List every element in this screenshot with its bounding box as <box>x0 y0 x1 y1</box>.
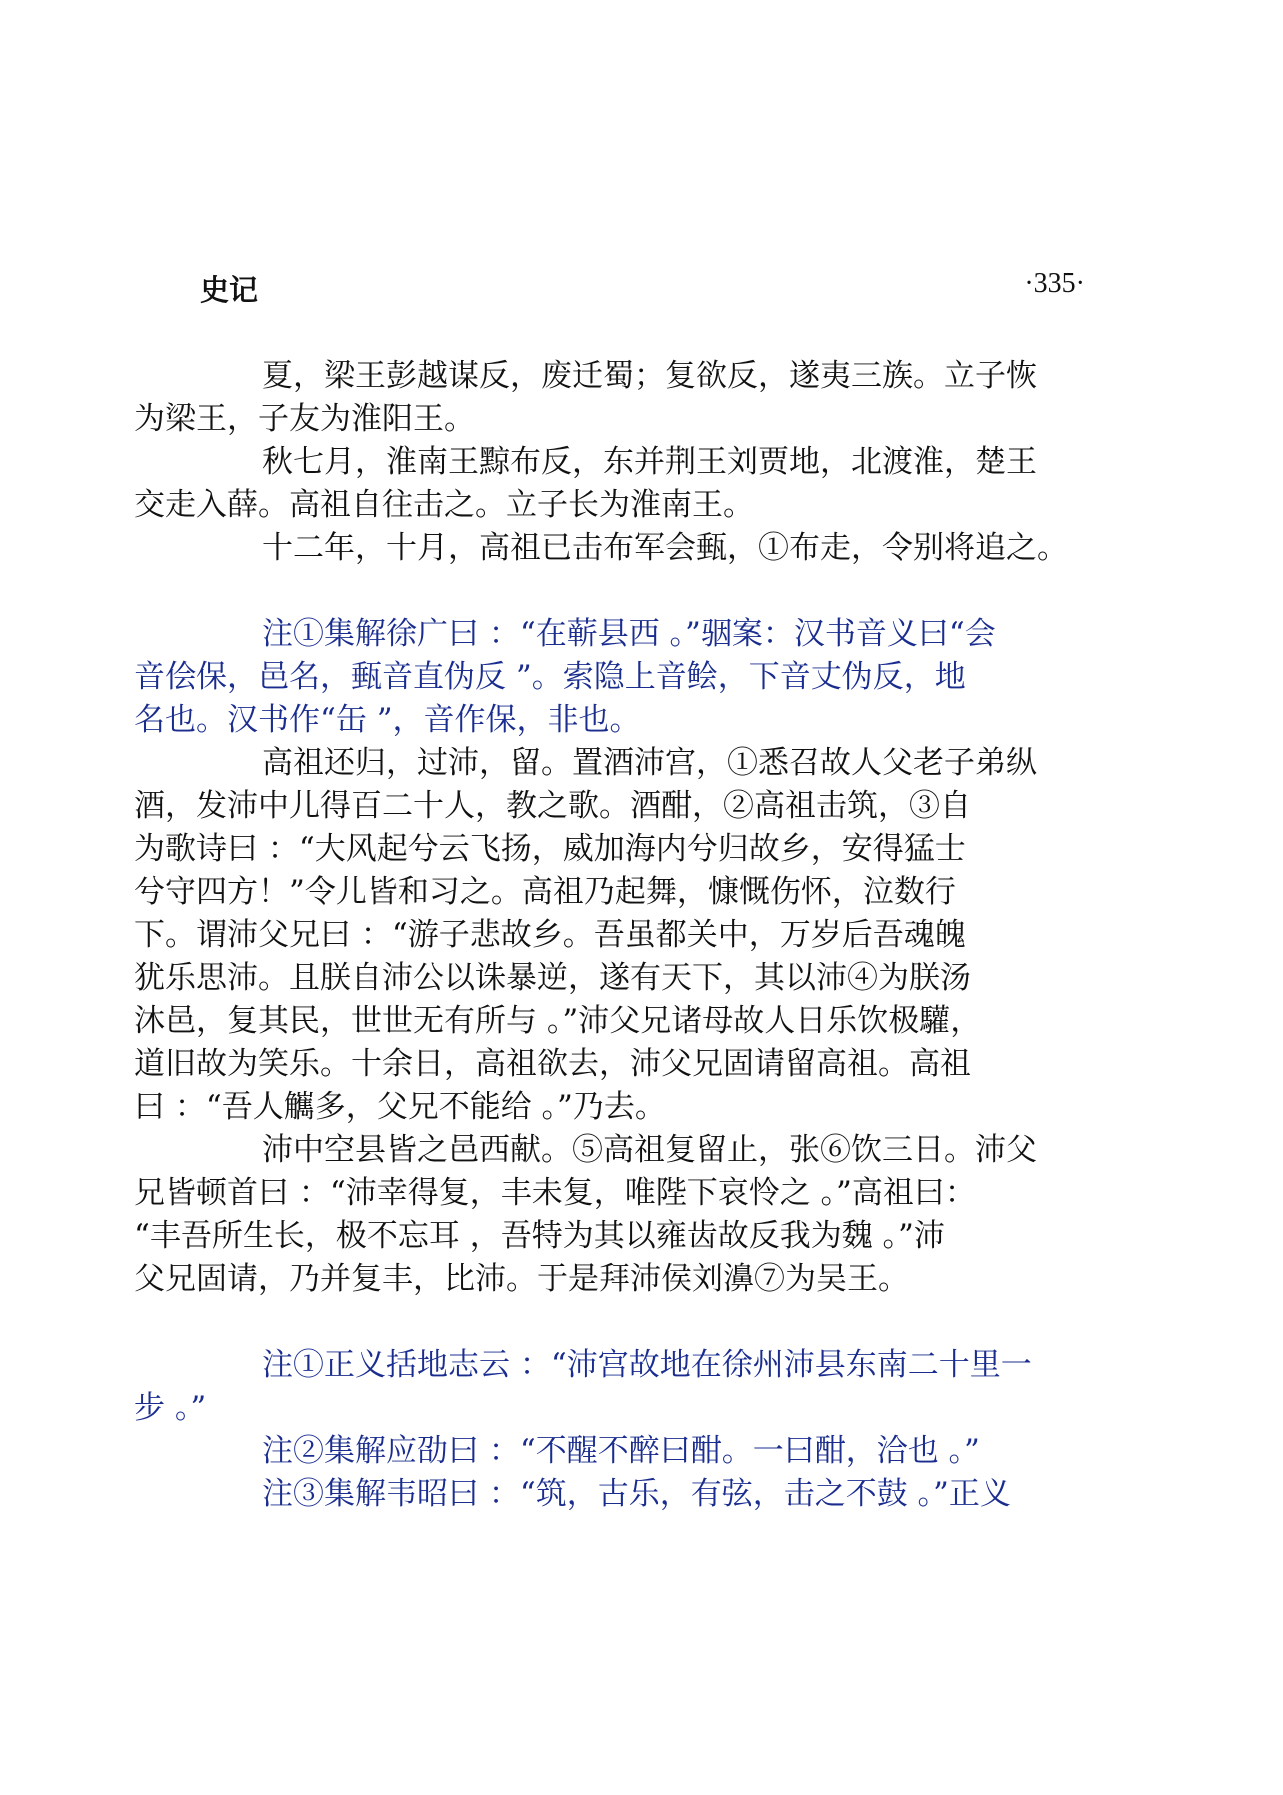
annotation-note <box>198 1430 1098 1473</box>
paragraph <box>134 355 1098 441</box>
text-line: 夏，梁王彭越谋反，废迁蜀；复欲反，遂夷三族。立子恢 <box>262 358 1037 394</box>
text-line: 沛中空县皆之邑西献。⑤高祖复留止，张⑥饮三日。沛父 <box>262 1132 1037 1168</box>
text-line: 曰 ：“吾人觽多，父兄不能给 。”乃去。 <box>134 1089 666 1125</box>
note-line: 音侩保，邑名，甀音直伪反 ”。索隐上音鲙，下音丈伪反，地 <box>134 659 966 695</box>
text-line: 父兄固请，乃并复丰，比沛。于是拜沛侯刘濞⑦为吴王。 <box>134 1261 909 1297</box>
note-line: 步 。” <box>134 1390 207 1426</box>
note-line: 注②集解应劭曰 ：“不醒不醉曰酣。一曰酣，洽也 。” <box>262 1433 980 1469</box>
page-body <box>134 355 1098 1516</box>
note-line: 注③集解韦昭曰 ：“筑，古乐，有弦，击之不鼓 。”正义 <box>262 1476 1011 1512</box>
text-line: 交走入薛。高祖自往击之。立子长为淮南王。 <box>134 487 754 523</box>
text-line: 秋七月，淮南王黥布反，东并荆王刘贾地，北渡淮，楚王 <box>262 444 1037 480</box>
annotation-note <box>134 613 1098 742</box>
text-line: 道旧故为笑乐。十余日，高祖欲去，沛父兄固请留高祖。高祖 <box>134 1046 971 1082</box>
text-line: 兄皆顿首曰 ：“沛幸得复，丰未复，唯陛下哀怜之 。”高祖曰： <box>134 1175 976 1211</box>
text-line: 为歌诗曰 ：“大风起兮云飞扬，威加海内兮归故乡，安得猛士 <box>134 831 966 867</box>
text-line: 下。谓沛父兄曰 ：“游子悲故乡。吾虽都关中，万岁后吾魂魄 <box>134 917 966 953</box>
annotation-note <box>198 1473 1098 1516</box>
text-line: 犹乐思沛。且朕自沛公以诛暴逆，遂有天下，其以沛④为朕汤 <box>134 960 971 996</box>
spacer <box>198 570 1098 613</box>
page-header <box>200 268 1085 312</box>
text-line: 十二年，十月，高祖已击布军会甀，①布走，令别将追之。 <box>262 530 1068 566</box>
spacer <box>198 1301 1098 1344</box>
text-line: 兮守四方！”令儿皆和习之。高祖乃起舞，慷慨伤怀，泣数行 <box>134 874 956 910</box>
paragraph <box>134 441 1098 527</box>
note-line: 名也。汉书作“缶 ”，音作保，非也。 <box>134 702 641 738</box>
paragraph <box>198 527 1098 570</box>
annotation-note <box>134 1344 1098 1430</box>
page-number: ·335· <box>1024 268 1085 299</box>
note-line: 注①正义括地志云 ：“沛宫故地在徐州沛县东南二十里一 <box>262 1347 1032 1383</box>
book-title: 史记 <box>200 273 259 307</box>
text-line: 为梁王，子友为淮阳王。 <box>134 401 475 437</box>
text-line: 高祖还归，过沛，留。置酒沛宫，①悉召故人父老子弟纵 <box>262 745 1037 781</box>
note-line: 注①集解徐广曰 ：“在蕲县西 。”骃案：汉书音义曰“会 <box>262 616 996 652</box>
text-line: “丰吾所生长，极不忘耳 ，吾特为其以雍齿故反我为魏 。”沛 <box>134 1218 945 1254</box>
text-line: 酒，发沛中儿得百二十人，教之歌。酒酣，②高祖击筑，③自 <box>134 788 971 824</box>
text-line: 沐邑，复其民，世世无有所与 。”沛父兄诸母故人日乐饮极驩， <box>134 1003 982 1039</box>
paragraph <box>134 742 1098 1129</box>
paragraph <box>134 1129 1098 1301</box>
